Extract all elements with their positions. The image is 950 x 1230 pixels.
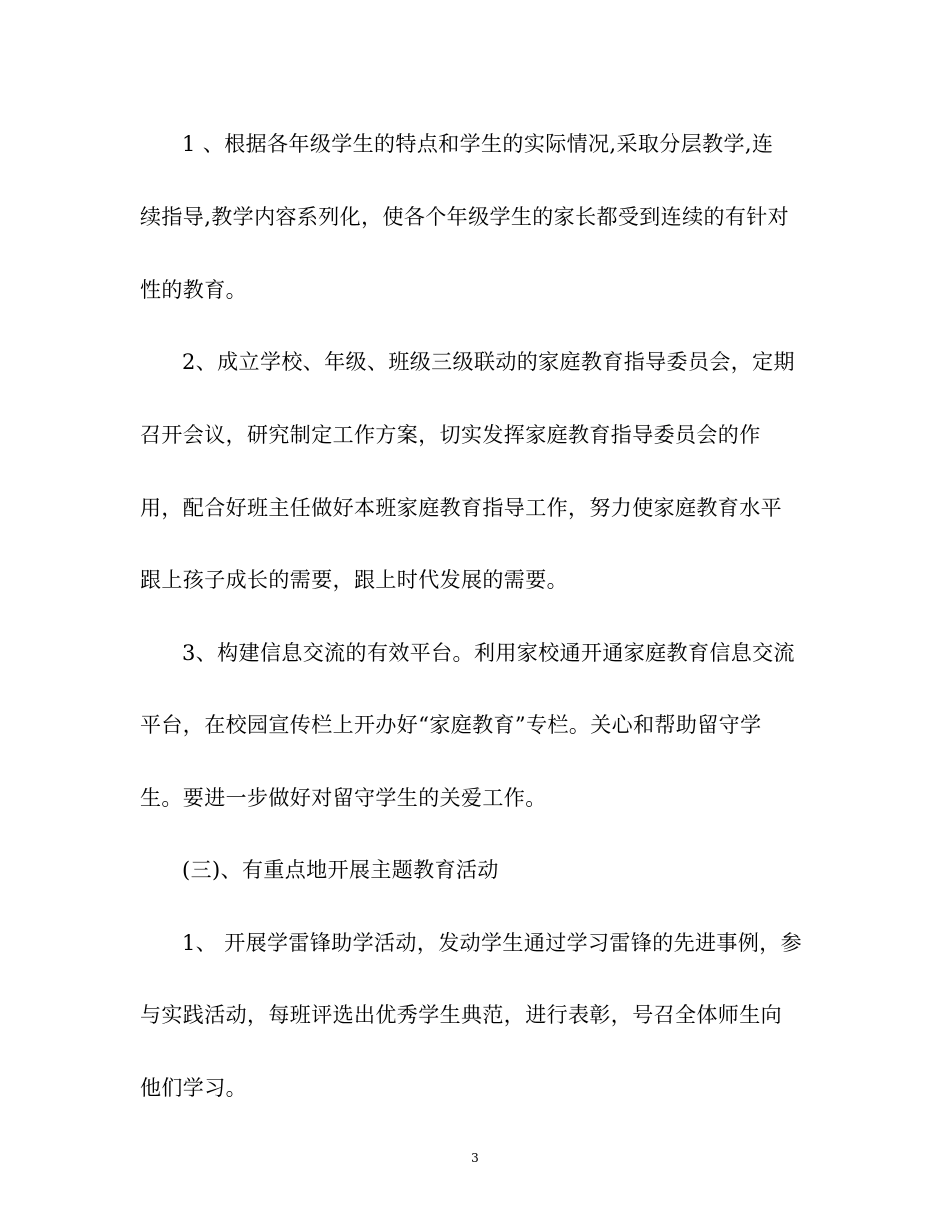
paragraph-1-line-1: 1 、根据各年级学生的特点和学生的实际情况,采取分层教学,连 bbox=[182, 132, 774, 156]
paragraph-4-line-3: 他们学习。 bbox=[140, 1076, 247, 1100]
paragraph-2-line-2: 召开会议，研究制定工作方案，切实发挥家庭教育指导委员会的作 bbox=[140, 423, 761, 447]
paragraph-2-line-4: 跟上孩子成长的需要，跟上时代发展的需要。 bbox=[140, 568, 568, 592]
section-heading: (三)、有重点地开展主题教育活动 bbox=[182, 858, 499, 882]
paragraph-2-line-1: 2、成立学校、年级、班级三级联动的家庭教育指导委员会，定期 bbox=[182, 350, 795, 374]
paragraph-4-line-1: 1、 开展学雷锋助学活动，发动学生通过学习雷锋的先进事例，参 bbox=[182, 931, 803, 955]
paragraph-3-line-3: 生。要进一步做好对留守学生的关爱工作。 bbox=[140, 786, 547, 810]
paragraph-3-line-2: 平台，在校园宣传栏上开办好“家庭教育”专栏。关心和帮助留守学 bbox=[140, 713, 762, 737]
paragraph-1-line-2: 续指导,教学内容系列化，使各个年级学生的家长都受到连续的有针对 bbox=[140, 205, 790, 229]
page-number: 3 bbox=[471, 1151, 479, 1165]
paragraph-3-line-1: 3、构建信息交流的有效平台。利用家校通开通家庭教育信息交流 bbox=[182, 641, 795, 665]
paragraph-2-line-3: 用，配合好班主任做好本班家庭教育指导工作，努力使家庭教育水平 bbox=[140, 496, 782, 520]
paragraph-4-line-2: 与实践活动，每班评选出优秀学生典范，进行表彰，号召全体师生向 bbox=[140, 1003, 782, 1027]
paragraph-1-line-3: 性的教育。 bbox=[140, 278, 247, 302]
